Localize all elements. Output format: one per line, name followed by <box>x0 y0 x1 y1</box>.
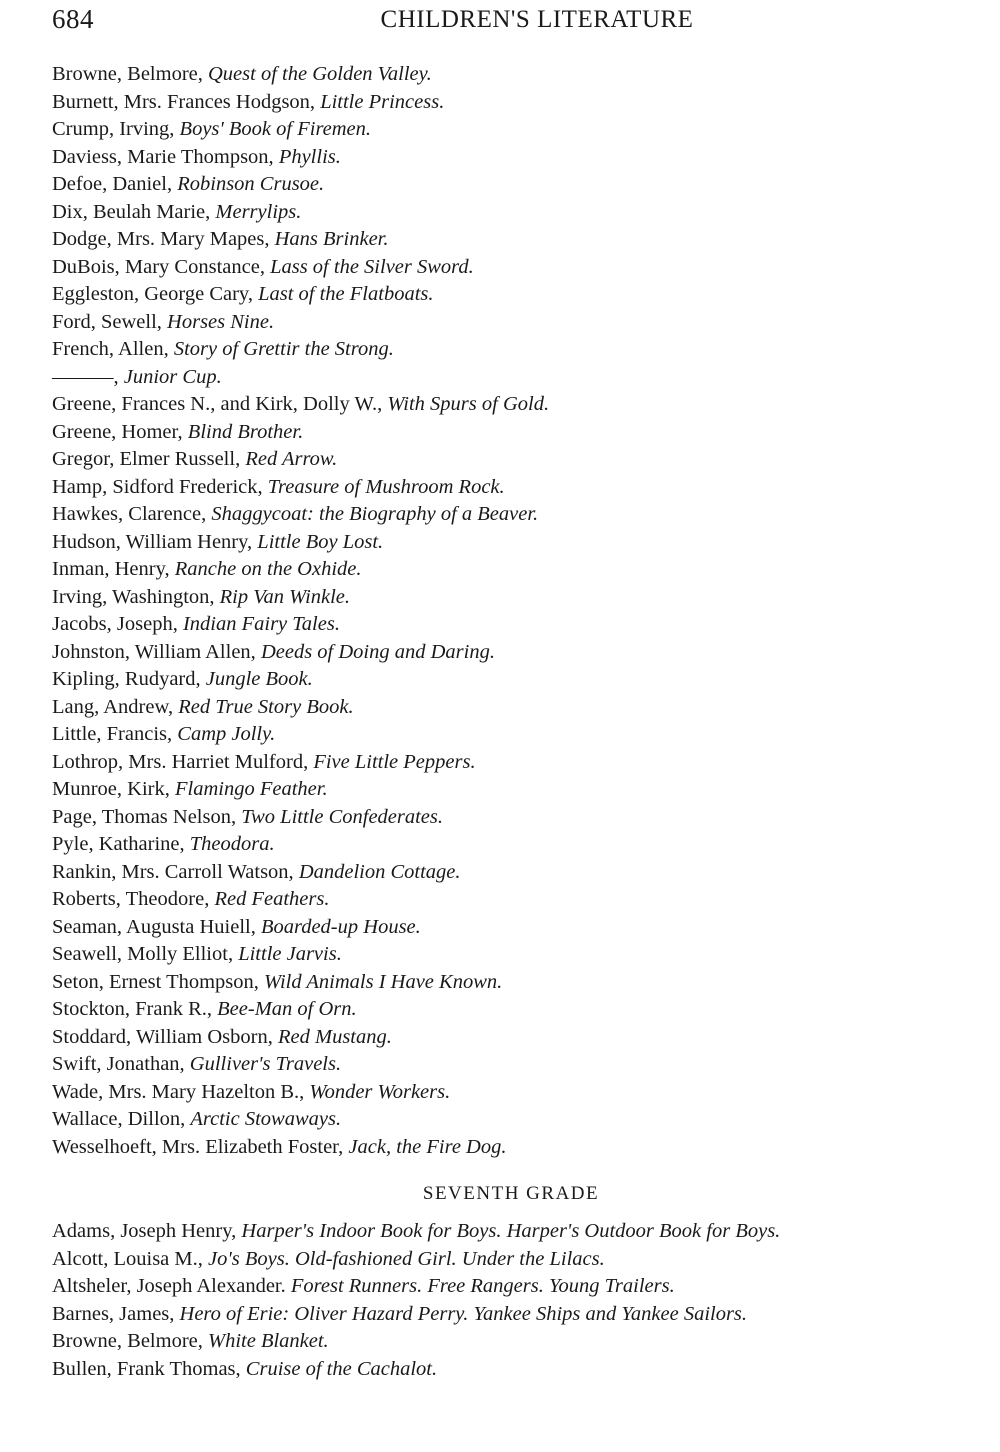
book-entry <box>52 1356 972 1384</box>
entry-title: Arctic Stowaways. <box>190 1108 342 1130</box>
section-heading-seventh-grade: SEVENTH GRADE <box>422 1183 600 1204</box>
entry-title: Camp Jolly. <box>177 723 276 745</box>
entry-title: Gulliver's Travels. <box>189 1053 342 1075</box>
entry-author: Stoddard, William Osborn, <box>52 1025 278 1048</box>
entry-author: Seton, Ernest Thompson, <box>52 970 265 993</box>
entry-author: Burnett, Mrs. Frances Hodgson, <box>52 90 321 113</box>
entry-author: Seaman, Augusta Huiell, <box>52 915 261 938</box>
entry-author: Inman, Henry, <box>52 558 175 580</box>
entry-title: Last of the Flatboats. <box>258 283 434 305</box>
entry-author: Gregor, Elmer Russell, <box>52 448 246 470</box>
entry-title: Blind Brother. <box>187 420 304 443</box>
entry-title: Boarded-up House. <box>260 915 421 938</box>
entry-author: Altsheler, Joseph Alexander. <box>52 1275 291 1297</box>
entry-title: Hero of Erie: Oliver Hazard Perry. Yankee Ships and Yankee Sailors. <box>179 1302 748 1325</box>
entry-title: Deeds of Doing and Daring. <box>260 640 495 663</box>
book-entry <box>52 116 972 144</box>
page-number: 684 <box>52 4 94 34</box>
entry-title: Red Feathers. <box>214 888 330 910</box>
book-entry <box>52 419 972 447</box>
page-header <box>52 4 962 40</box>
entry-author: Lang, Andrew, <box>52 695 179 718</box>
entry-author: Eggleston, George Cary, <box>52 283 259 305</box>
entry-author: Hamp, Sidford Frederick, <box>52 475 268 498</box>
entry-title: Boys' Book of Firemen. <box>179 118 372 140</box>
book-entry <box>52 474 972 502</box>
entry-author: Wallace, Dillon, <box>52 1108 191 1130</box>
entry-author: ———, <box>52 365 124 388</box>
entry-title: Story of Grettir the Strong. <box>173 338 394 360</box>
book-entry <box>52 941 972 969</box>
book-entry <box>52 1134 972 1162</box>
book-entry <box>52 391 972 419</box>
book-entry <box>52 1218 972 1246</box>
entry-author: Greene, Frances N., and Kirk, Dolly W., <box>52 393 388 415</box>
entry-author: Adams, Joseph Henry, <box>52 1220 242 1242</box>
entry-author: Daviess, Marie Thompson, <box>52 145 279 168</box>
entry-title: With Spurs of Gold. <box>387 393 550 415</box>
book-entry <box>52 721 972 749</box>
entry-author: Roberts, Theodore, <box>52 888 215 910</box>
book-entry <box>52 969 972 997</box>
entry-title: Jack, the Fire Dog. <box>348 1135 507 1158</box>
entry-title: Hans Brinker. <box>274 228 389 250</box>
book-entry <box>52 584 972 612</box>
entry-title: Red True Story Book. <box>178 695 354 718</box>
entry-title: Harper's Indoor Book for Boys. Harper's Outdoor Book for Boys. <box>241 1220 781 1242</box>
entry-title: Wild Animals I Have Known. <box>264 970 503 993</box>
entry-author: Alcott, Louisa M., <box>52 1247 209 1270</box>
entry-author: Lothrop, Mrs. Harriet Mulford, <box>52 750 314 773</box>
entry-author: Wesselhoeft, Mrs. Elizabeth Foster, <box>52 1135 349 1158</box>
entry-author: Seawell, Molly Elliot, <box>52 943 239 965</box>
entry-author: Stockton, Frank R., <box>52 998 218 1020</box>
entry-author: Munroe, Kirk, <box>52 778 175 800</box>
entry-title: Lass of the Silver Sword. <box>270 255 474 278</box>
entry-author: Defoe, Daniel, <box>52 173 178 195</box>
entry-author: Jacobs, Joseph, <box>52 613 183 635</box>
entry-title: Wonder Workers. <box>309 1080 451 1103</box>
entry-author: Ford, Sewell, <box>52 310 168 333</box>
book-entry <box>52 639 972 667</box>
entry-title: Two Little Confederates. <box>241 805 444 828</box>
entry-title: Theodora. <box>189 833 275 855</box>
book-entry <box>52 336 972 364</box>
entry-author: Page, Thomas Nelson, <box>52 805 242 828</box>
entry-title: Little Princess. <box>320 90 445 113</box>
entry-author: Rankin, Mrs. Carroll Watson, <box>52 860 299 883</box>
entry-author: Dix, Beulah Marie, <box>52 200 216 223</box>
book-entry <box>52 694 972 722</box>
entry-title: White Blanket. <box>208 1330 329 1352</box>
entry-author: Dodge, Mrs. Mary Mapes, <box>52 228 275 250</box>
book-entry <box>52 776 972 804</box>
book-entry <box>52 226 972 254</box>
book-entry <box>52 199 972 227</box>
entry-title: Jungle Book. <box>205 668 313 690</box>
entry-author: Johnston, William Allen, <box>52 640 261 663</box>
entry-title: Five Little Peppers. <box>313 750 476 773</box>
book-entry <box>52 61 972 89</box>
book-entry <box>52 804 972 832</box>
book-entry <box>52 666 972 694</box>
book-entry <box>52 144 972 172</box>
entry-title: Phyllis. <box>278 145 341 168</box>
entry-title: Bee-Man of Orn. <box>217 998 357 1020</box>
book-entry <box>52 1024 972 1052</box>
entry-author: Irving, Washington, <box>52 585 220 608</box>
book-entry <box>52 364 972 392</box>
book-entry <box>52 529 972 557</box>
book-entry <box>52 501 972 529</box>
entry-title: Shaggycoat: the Biography of a Beaver. <box>211 503 539 525</box>
entry-title: Cruise of the Cachalot. <box>245 1357 438 1380</box>
entry-title: Ranche on the Oxhide. <box>174 558 362 580</box>
entry-title: Rip Van Winkle. <box>219 585 351 608</box>
entry-author: Browne, Belmore, <box>52 1330 208 1352</box>
entry-author: Wade, Mrs. Mary Hazelton B., <box>52 1080 310 1103</box>
book-entry <box>52 1301 972 1329</box>
entry-title: Red Arrow. <box>245 448 338 470</box>
entry-author: Greene, Homer, <box>52 420 188 443</box>
book-entry <box>52 556 972 584</box>
running-title: CHILDREN'S LITERATURE <box>380 6 694 33</box>
book-entry <box>52 1106 972 1134</box>
entry-title: Treasure of Mushroom Rock. <box>267 475 505 498</box>
entry-author: Swift, Jonathan, <box>52 1053 190 1075</box>
entry-author: Hudson, William Henry, <box>52 530 258 553</box>
book-entry <box>52 281 972 309</box>
entry-title: Indian Fairy Tales. <box>182 613 340 635</box>
book-entry <box>52 859 972 887</box>
entry-title: Dandelion Cottage. <box>298 860 461 883</box>
book-entry <box>52 1328 972 1356</box>
entry-title: Little Boy Lost. <box>257 530 384 553</box>
book-entry <box>52 89 972 117</box>
entry-author: Browne, Belmore, <box>52 63 208 85</box>
book-entry <box>52 171 972 199</box>
book-entry <box>52 1246 972 1274</box>
book-entry <box>52 611 972 639</box>
book-entry <box>52 749 972 777</box>
entry-title: Jo's Boys. Old-fashioned Girl. Under the Lilacs. <box>208 1247 605 1270</box>
book-entry <box>52 1079 972 1107</box>
book-entry <box>52 831 972 859</box>
book-entry <box>52 446 972 474</box>
entry-title: Merrylips. <box>215 200 302 223</box>
sixth-grade-book-list <box>52 61 972 1161</box>
entry-title: Forest Runners. Free Rangers. Young Trailers. <box>290 1275 675 1297</box>
book-entry <box>52 886 972 914</box>
entry-author: Little, Francis, <box>52 723 178 745</box>
book-entry <box>52 1273 972 1301</box>
seventh-grade-book-list <box>52 1218 972 1383</box>
entry-author: Pyle, Katharine, <box>52 833 190 855</box>
entry-title: Horses Nine. <box>167 310 275 333</box>
book-entry <box>52 254 972 282</box>
entry-title: Little Jarvis. <box>238 943 342 965</box>
entry-author: Kipling, Rudyard, <box>52 668 206 690</box>
entry-author: Crump, Irving, <box>52 118 180 140</box>
entry-author: Barnes, James, <box>52 1302 180 1325</box>
entry-title: Red Mustang. <box>278 1025 392 1048</box>
book-entry <box>52 1051 972 1079</box>
entry-author: DuBois, Mary Constance, <box>52 255 271 278</box>
book-entry <box>52 309 972 337</box>
book-entry <box>52 914 972 942</box>
entry-title: Junior Cup. <box>123 365 222 388</box>
entry-title: Robinson Crusoe. <box>177 173 325 195</box>
entry-author: French, Allen, <box>52 338 174 360</box>
entry-title: Quest of the Golden Valley. <box>208 63 432 85</box>
entry-author: Hawkes, Clarence, <box>52 503 212 525</box>
entry-title: Flamingo Feather. <box>174 778 328 800</box>
entry-author: Bullen, Frank Thomas, <box>52 1357 246 1380</box>
book-entry <box>52 996 972 1024</box>
